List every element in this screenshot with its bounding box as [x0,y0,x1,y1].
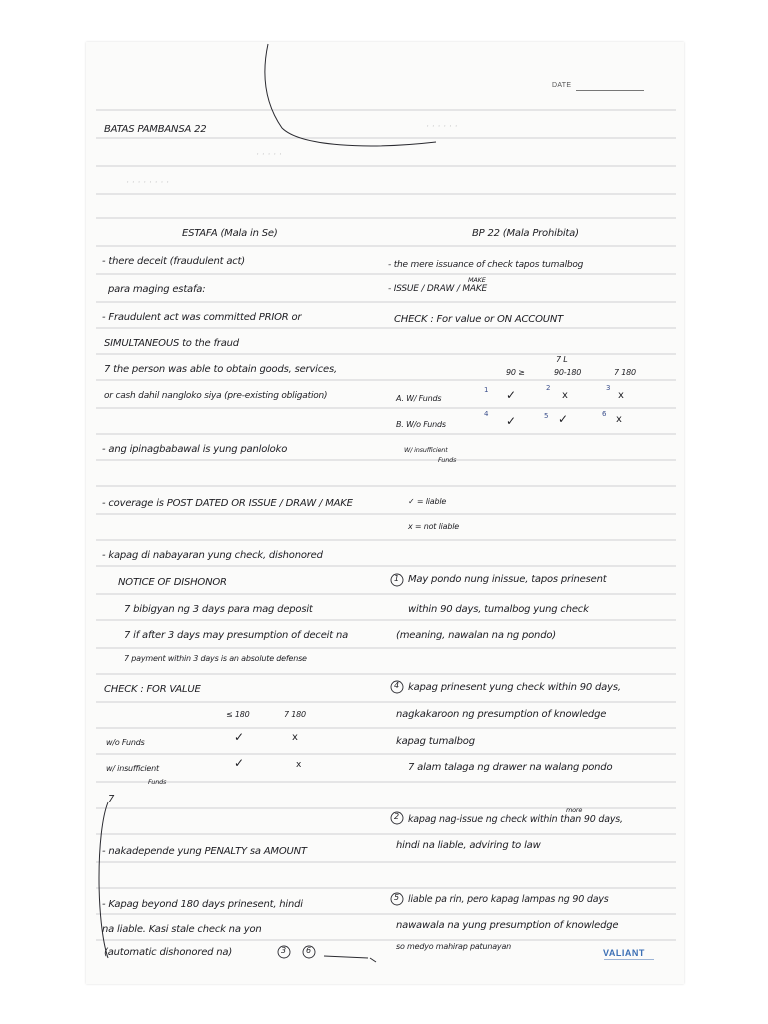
legend-not-liable: x = not liable [408,522,459,531]
legend-liable: ✓ = liable [408,497,447,506]
note-number: 4 [394,681,399,690]
cell-number: 5 [544,412,549,420]
issue-row-b: B. W/o Funds [396,420,446,429]
cell-number: 4 [484,410,489,418]
cell-number: 3 [606,384,611,392]
brand-underline [604,959,654,960]
note-line: kapag tumalbog [396,736,475,747]
bracket-arrow-label: 7 [108,794,115,805]
note-line: (meaning, nawalan na ng pondo) [396,630,556,641]
circled-number: 6 [306,946,311,955]
make-annotation: MAKE [468,276,486,284]
left-line: SIMULTANEOUS to the fraud [104,338,239,349]
check-value-row2b: Funds [148,778,167,786]
more-annotation: more [566,806,583,814]
left-line: 7 the person was able to obtain goods, services, [104,364,338,375]
note-line: hindi na liable, adviring to law [396,840,541,851]
checkmark: ✓ [234,756,245,770]
circled-number: 3 [281,946,286,955]
cross-mark: x [292,732,298,743]
issue-row-c: W/ insufficient [404,446,448,454]
note-line: kapag nag-issue ng check within than 90 days, [408,814,623,825]
check-value-row1: w/o Funds [106,738,145,747]
date-label: DATE [552,82,572,89]
left-line: 7 payment within 3 days is an absolute defense [124,654,307,663]
bleed-through-writing: · · · · · · · · [126,178,169,188]
right-line: - ISSUE / DRAW / MAKE [388,284,488,294]
left-line: NOTICE OF DISHONOR [118,577,227,588]
issue-col-90-180-top: 7 L [556,355,568,364]
cross-mark: x [616,414,622,425]
note-line: within 90 days, tumalbog yung check [408,604,589,615]
bleed-through-writing: · · · · · [256,150,282,160]
left-bottom-line: (automatic dishonored na) [104,947,233,958]
notebook-page [86,42,684,984]
left-line: or cash dahil nangloko siya (pre-existing obligation) [104,391,328,401]
brand-logo: VALIANT [603,948,645,958]
left-line: - there deceit (fraudulent act) [102,256,245,267]
note-number: 2 [394,812,399,821]
left-bottom-line: - Kapag beyond 180 days prinesent, hindi [102,899,303,910]
left-line: - kapag di nabayaran yung check, dishonored [102,550,323,561]
left-line: - ang ipinagbabawal is yung panloloko [102,444,288,455]
check-value-col1: ≤ 180 [226,710,250,719]
check-value-col2: 7 180 [284,710,306,719]
issue-col-90-180: 90-180 [554,368,582,377]
left-bottom-line: na liable. Kasi stale check na yon [102,924,262,935]
issue-col-90: 90 ≥ [506,368,525,377]
checkmark: ✓ [506,388,517,402]
issue-row-c2: Funds [438,456,457,464]
issue-row-a: A. W/ Funds [396,394,442,403]
left-bottom-line: - nakadepende yung PENALTY sa AMOUNT [102,846,307,857]
checkmark: ✓ [558,412,569,426]
note-line: so medyo mahirap patunayan [396,942,512,951]
note-line: liable pa rin, pero kapag lampas ng 90 days [408,894,609,905]
cell-number: 1 [484,386,489,394]
estafa-heading: ESTAFA (Mala in Se) [182,228,278,239]
checkmark: ✓ [506,414,517,428]
bleed-through-writing: · · · · · · [426,122,458,132]
left-line: - Fraudulent act was committed PRIOR or [102,312,302,323]
issue-col-180: 7 180 [614,368,636,377]
note-line: 7 alam talaga ng drawer na walang pondo [408,762,613,773]
left-line: 7 if after 3 days may presumption of deceit na [124,630,349,641]
cross-mark: x [296,760,302,770]
check-value-title: CHECK : FOR VALUE [104,684,201,695]
left-line: para maging estafa: [108,284,206,295]
note-line: May pondo nung inissue, tapos prinesent [408,574,607,585]
right-line: CHECK : For value or ON ACCOUNT [394,314,564,325]
cross-mark: x [618,390,624,401]
left-line: - coverage is POST DATED OR ISSUE / DRAW / MAKE [102,498,353,509]
left-line: 7 bibigyan ng 3 days para mag deposit [124,604,313,615]
right-line: - the mere issuance of check tapos tumalbog [388,260,584,270]
cell-number: 2 [546,384,551,392]
note-number: 5 [394,893,399,902]
note-line: kapag prinesent yung check within 90 days, [408,682,621,693]
pen-stroke-curve [86,42,684,984]
bp22-heading: BP 22 (Mala Prohibita) [472,228,579,239]
check-value-row2: w/ insufficient [106,764,159,773]
note-line: nawawala na yung presumption of knowledge [396,920,619,931]
note-line: nagkakaroon ng presumption of knowledge [396,709,607,720]
page-title: BATAS PAMBANSA 22 [104,124,207,135]
cross-mark: x [562,390,568,401]
cell-number: 6 [602,410,607,418]
note-number: 1 [394,574,399,583]
checkmark: ✓ [234,730,245,744]
